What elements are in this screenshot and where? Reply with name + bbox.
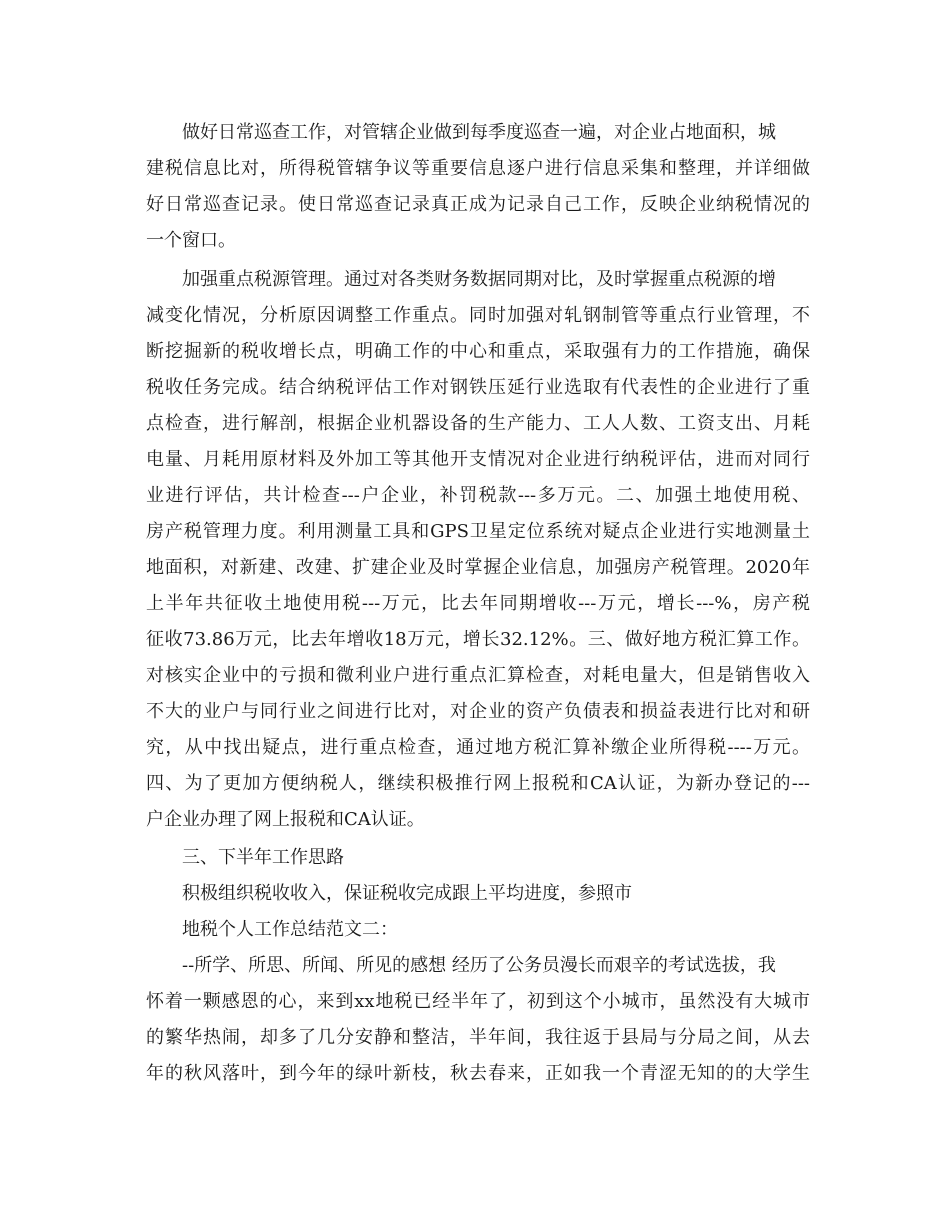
paragraph-line: 怀着一颗感恩的心，来到xx地税已经半年了，初到这个小城市，虽然没有大城市 [146, 991, 810, 1012]
section-heading: 地税个人工作总结范文二： [182, 919, 398, 940]
paragraph-line: 地面积，对新建、改建、扩建企业及时掌握企业信息，加强房产税管理。2020年 [146, 557, 810, 578]
paragraph-line: 税收任务完成。结合纳税评估工作对钢铁压延行业选取有代表性的企业进行了重 [146, 377, 810, 398]
paragraph-line: 上半年共征收土地使用税---万元，比去年同期增收---万元，增长---%，房产税 [146, 593, 810, 614]
paragraph-line: 一个窗口。 [146, 230, 236, 251]
paragraph-line: 房产税管理力度。利用测量工具和GPS卫星定位系统对疑点企业进行实地测量土 [146, 521, 810, 542]
section-heading: 三、下半年工作思路 [182, 847, 344, 868]
paragraph-line: 征收73.86万元，比去年增收18万元，增长32.12%。三、做好地方税汇算工作。 [146, 629, 810, 650]
paragraph-line: 积极组织税收收入，保证税收完成跟上平均进度，参照市 [182, 883, 632, 904]
paragraph-line: 业进行评估，共计检查---户企业，补罚税款---多万元。二、加强土地使用税、 [146, 485, 810, 506]
paragraph-line: 加强重点税源管理。通过对各类财务数据同期对比，及时掌握重点税源的增 [182, 269, 776, 290]
paragraph-line: 的繁华热闹，却多了几分安静和整洁，半年间，我往返于县局与分局之间，从去 [146, 1027, 810, 1048]
paragraph-line: 户企业办理了网上报税和CA认证。 [146, 809, 425, 830]
paragraph-line: 究，从中找出疑点，进行重点检查，通过地方税汇算补缴企业所得税----万元。 [146, 737, 810, 758]
paragraph-line: 建税信息比对，所得税管辖争议等重要信息逐户进行信息采集和整理，并详细做 [146, 158, 810, 179]
paragraph-line: 不大的业户与同行业之间进行比对，对企业的资产负债表和损益表进行比对和研 [146, 701, 810, 722]
paragraph-line: 做好日常巡查工作，对管辖企业做到每季度巡查一遍，对企业占地面积，城 [182, 122, 776, 143]
paragraph-line: 好日常巡查记录。使日常巡查记录真正成为记录自己工作，反映企业纳税情况的 [146, 194, 810, 215]
paragraph-line: 断挖掘新的税收增长点，明确工作的中心和重点，采取强有力的工作措施，确保 [146, 341, 810, 362]
paragraph-line: --所学、所思、所闻、所见的感想 经历了公务员漫长而艰辛的考试选拔，我 [182, 955, 776, 976]
paragraph-line: 年的秋风落叶，到今年的绿叶新枝，秋去春来，正如我一个青涩无知的的大学生 [146, 1063, 810, 1084]
paragraph-line: 对核实企业中的亏损和微利业户进行重点汇算检查，对耗电量大，但是销售收入 [146, 665, 810, 686]
paragraph-line: 电量、月耗用原材料及外加工等其他开支情况对企业进行纳税评估，进而对同行 [146, 449, 810, 470]
paragraph-line: 减变化情况，分析原因调整工作重点。同时加强对轧钢制管等重点行业管理，不 [146, 305, 810, 326]
paragraph-line: 点检查，进行解剖，根据企业机器设备的生产能力、工人人数、工资支出、月耗 [146, 413, 810, 434]
paragraph-line: 四、为了更加方便纳税人，继续积极推行网上报税和CA认证，为新办登记的--- [146, 773, 810, 794]
